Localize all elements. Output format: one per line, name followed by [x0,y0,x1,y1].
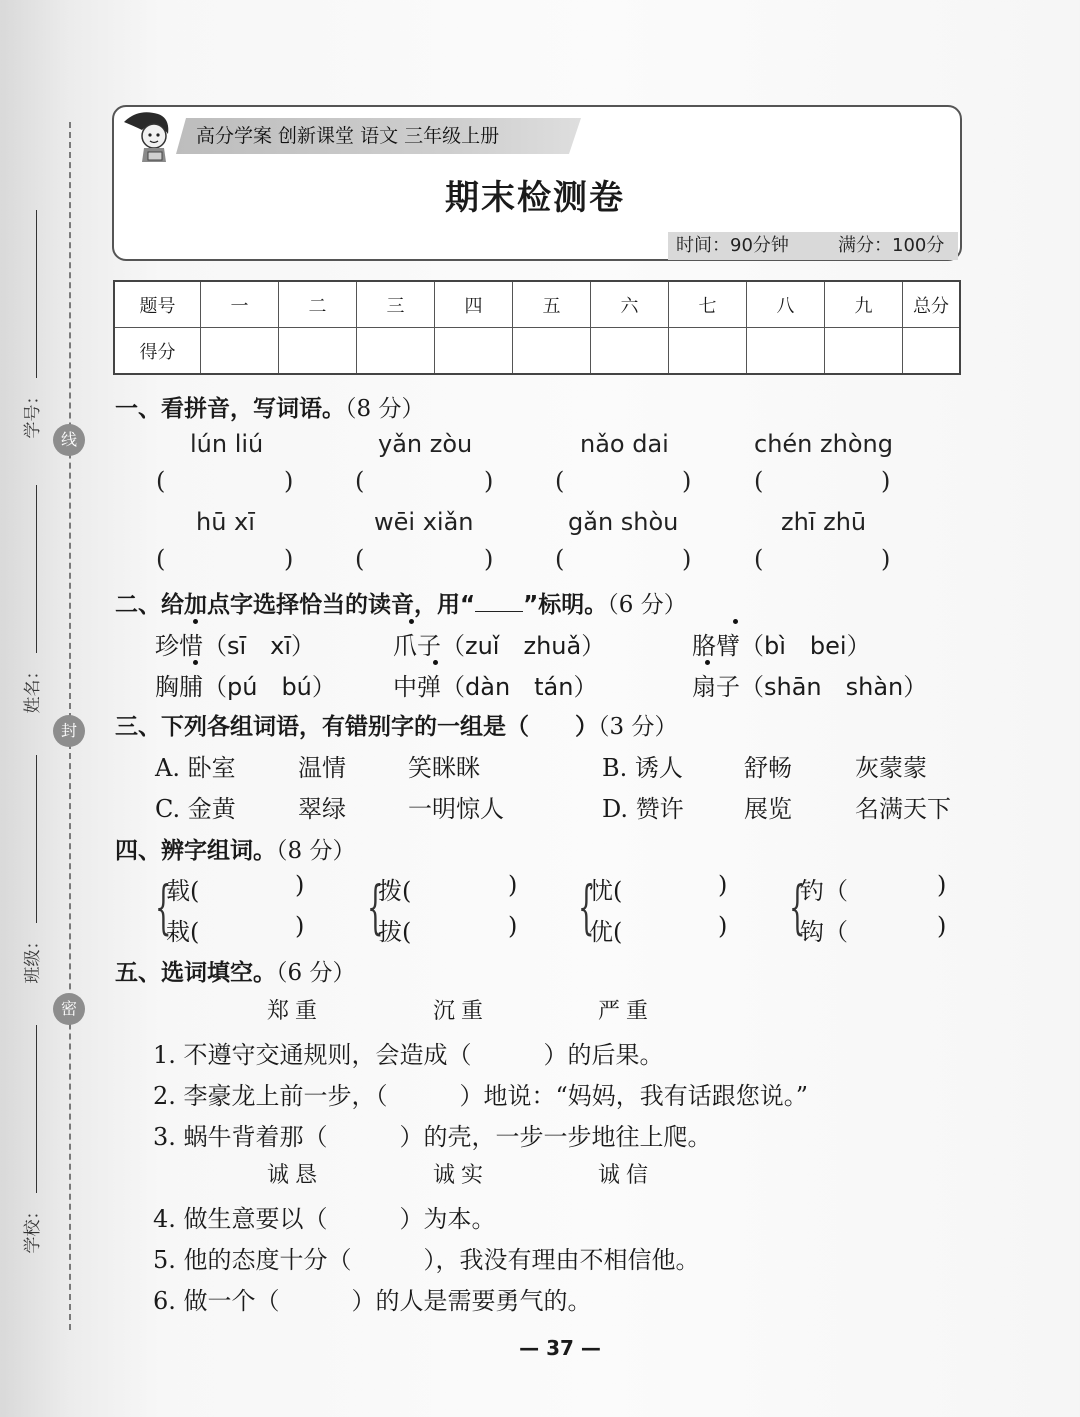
char-item: 栽( [166,918,200,946]
full-score: 满分：100分 [838,235,945,256]
brace-icon: { [155,873,172,941]
table-cell: 题号 [114,281,201,328]
section3-title [115,708,677,741]
answer-paren-close: ) [295,912,305,940]
table-cell: 二 [279,281,357,328]
section3-points: （3 分） [598,714,678,740]
answer-paren-open: ( [156,545,166,573]
score-cell[interactable] [357,328,435,375]
emphasis-dot [409,619,414,624]
answer-paren-close: ) [682,467,692,495]
answer-paren-close: ) [718,871,728,899]
school-label: 学校： [23,1202,43,1254]
answer-paren-close: ) [718,912,728,940]
section1-points: （8 分） [345,396,425,422]
table-cell: 一 [201,281,279,328]
answer-paren-close: ) [484,467,494,495]
char-item: 载( [166,877,200,905]
score-cell[interactable] [669,328,747,375]
section2-title-text: 二、给加点字选择恰当的读音，用“ [115,592,476,618]
answer-paren-open: ( [355,545,365,573]
emphasis-dot [705,660,710,665]
emphasis-dot [193,660,198,665]
emphasis-dot [733,619,738,624]
section5-title [115,954,355,987]
table-header-row [114,281,960,328]
option-a: A. 卧室 [155,754,236,782]
section5-title-text: 五、选词填空。 [115,960,276,986]
page-number: — 37 — [519,1336,601,1360]
pinyin: chén zhòng [754,430,893,458]
section4-title [115,832,355,865]
brace-icon: { [367,873,384,941]
school-blank[interactable] [36,1025,37,1193]
answer-paren-open: ( [355,467,365,495]
table-cell: 六 [591,281,669,328]
class-label: 班级： [23,932,43,984]
fill-sentence: 4. 做生意要以（ ）为本。 [153,1205,496,1233]
table-cell: 八 [747,281,825,328]
char-item: 优( [589,918,623,946]
option-word: 翠绿 [298,795,346,823]
section2-title [115,586,687,619]
option-b: B. 诱人 [602,754,683,782]
section2-title-text-end: ”标明。 [523,592,608,618]
answer-paren-close: ) [881,467,891,495]
option-word: 舒畅 [744,754,792,782]
girl-mascot-icon [118,108,180,164]
fill-sentence: 3. 蜗牛背着那（ ）的壳，一步一步地往上爬。 [153,1123,712,1151]
score-cell[interactable] [747,328,825,375]
score-table [113,280,961,375]
option-word: 展览 [744,795,792,823]
reading-item: 中弹（dàn tán） [393,673,598,701]
reading-item: 爪子（zuǐ zhuǎ） [393,632,606,660]
answer-paren-open: ( [754,467,764,495]
fill-sentence: 1. 不遵守交通规则，会造成（ ）的后果。 [153,1041,664,1069]
brace-icon: { [789,873,806,941]
margin-seal-feng: 封 [53,715,85,747]
table-score-row [114,328,960,375]
student-id-blank[interactable] [36,210,37,378]
page-title: 期末检测卷 [445,178,625,218]
word-choice: 诚信 [598,1163,655,1188]
underline-mark [475,593,523,612]
word-choice: 严重 [598,999,655,1024]
answer-paren-open: ( [555,467,565,495]
answer-paren-close: ) [937,871,947,899]
table-cell: 四 [435,281,513,328]
table-cell: 得分 [114,328,201,375]
pinyin: nǎo dai [580,430,669,458]
char-item: 拨( [378,877,412,905]
score-cell[interactable] [903,328,961,375]
reading-item: 胸脯（pú bú） [155,673,336,701]
score-cell[interactable] [435,328,513,375]
emphasis-dot [433,660,438,665]
student-id-label: 学号： [23,387,43,439]
pinyin: yǎn zòu [378,430,473,458]
table-cell: 七 [669,281,747,328]
fill-sentence: 5. 他的态度十分（ ），我没有理由不相信他。 [153,1246,700,1274]
margin-seal-mi: 密 [53,993,85,1025]
answer-paren-open: ( [156,467,166,495]
word-choice: 诚实 [433,1163,490,1188]
answer-paren-open: ( [555,545,565,573]
section1-title [115,390,424,423]
option-word: 温情 [298,754,346,782]
table-cell: 总分 [903,281,961,328]
brace-icon: { [578,873,595,941]
pinyin: zhī zhū [781,508,867,536]
margin-seal-xian: 线 [53,424,85,456]
class-blank[interactable] [36,755,37,923]
score-cell[interactable] [591,328,669,375]
pinyin: lún liú [190,430,264,458]
table-cell: 五 [513,281,591,328]
pinyin: wēi xiǎn [374,508,474,536]
fill-sentence: 2. 李豪龙上前一步，（ ）地说：“妈妈，我有话跟您说。” [153,1082,809,1110]
section1-title-text: 一、看拼音，写词语。 [115,396,345,422]
section2-points: （6 分） [607,592,687,618]
answer-paren-close: ) [937,912,947,940]
section4-points: （8 分） [276,838,356,864]
pinyin: hū xī [196,508,255,536]
reading-item: 珍惜（sī xī） [155,632,316,660]
answer-paren-close: ) [295,871,305,899]
section5-points: （6 分） [276,960,356,986]
answer-paren-close: ) [508,912,518,940]
exam-time: 时间：90分钟 [676,235,789,256]
reading-item: 胳臂（bì bei） [692,632,871,660]
char-item: 钩（ [800,918,848,946]
score-cell[interactable] [279,328,357,375]
answer-paren-close: ) [881,545,891,573]
option-d: D. 赞许 [602,795,684,823]
answer-paren-close: ) [284,467,294,495]
name-blank[interactable] [36,485,37,653]
option-word: 笑眯眯 [408,754,480,782]
section3-title-text: 三、下列各组词语，有错别字的一组是（ ） [115,714,598,740]
reading-item: 扇子（shān shàn） [692,673,928,701]
emphasis-dot [193,619,198,624]
char-item: 钓（ [800,877,848,905]
answer-paren-close: ) [284,545,294,573]
char-item: 忧( [589,877,623,905]
option-word: 一明惊人 [408,795,504,823]
section4-title-text: 四、辨字组词。 [115,838,276,864]
answer-paren-close: ) [484,545,494,573]
score-cell[interactable] [825,328,903,375]
answer-paren-close: ) [508,871,518,899]
pinyin: gǎn shòu [568,508,679,536]
option-c: C. 金黄 [155,795,236,823]
fill-sentence: 6. 做一个（ ）的人是需要勇气的。 [153,1287,592,1315]
answer-paren-close: ) [682,545,692,573]
table-cell: 九 [825,281,903,328]
answer-paren-open: ( [754,545,764,573]
option-word: 灰蒙蒙 [855,754,927,782]
word-choice: 郑重 [267,999,324,1024]
score-cell[interactable] [201,328,279,375]
banner-text: 高分学案 创新课堂 语文 三年级上册 [196,125,500,147]
name-label: 姓名： [23,662,43,714]
option-word: 名满天下 [855,795,951,823]
word-choice: 诚恳 [267,1163,324,1188]
table-cell: 三 [357,281,435,328]
score-cell[interactable] [513,328,591,375]
char-item: 拔( [378,918,412,946]
word-choice: 沉重 [433,999,490,1024]
